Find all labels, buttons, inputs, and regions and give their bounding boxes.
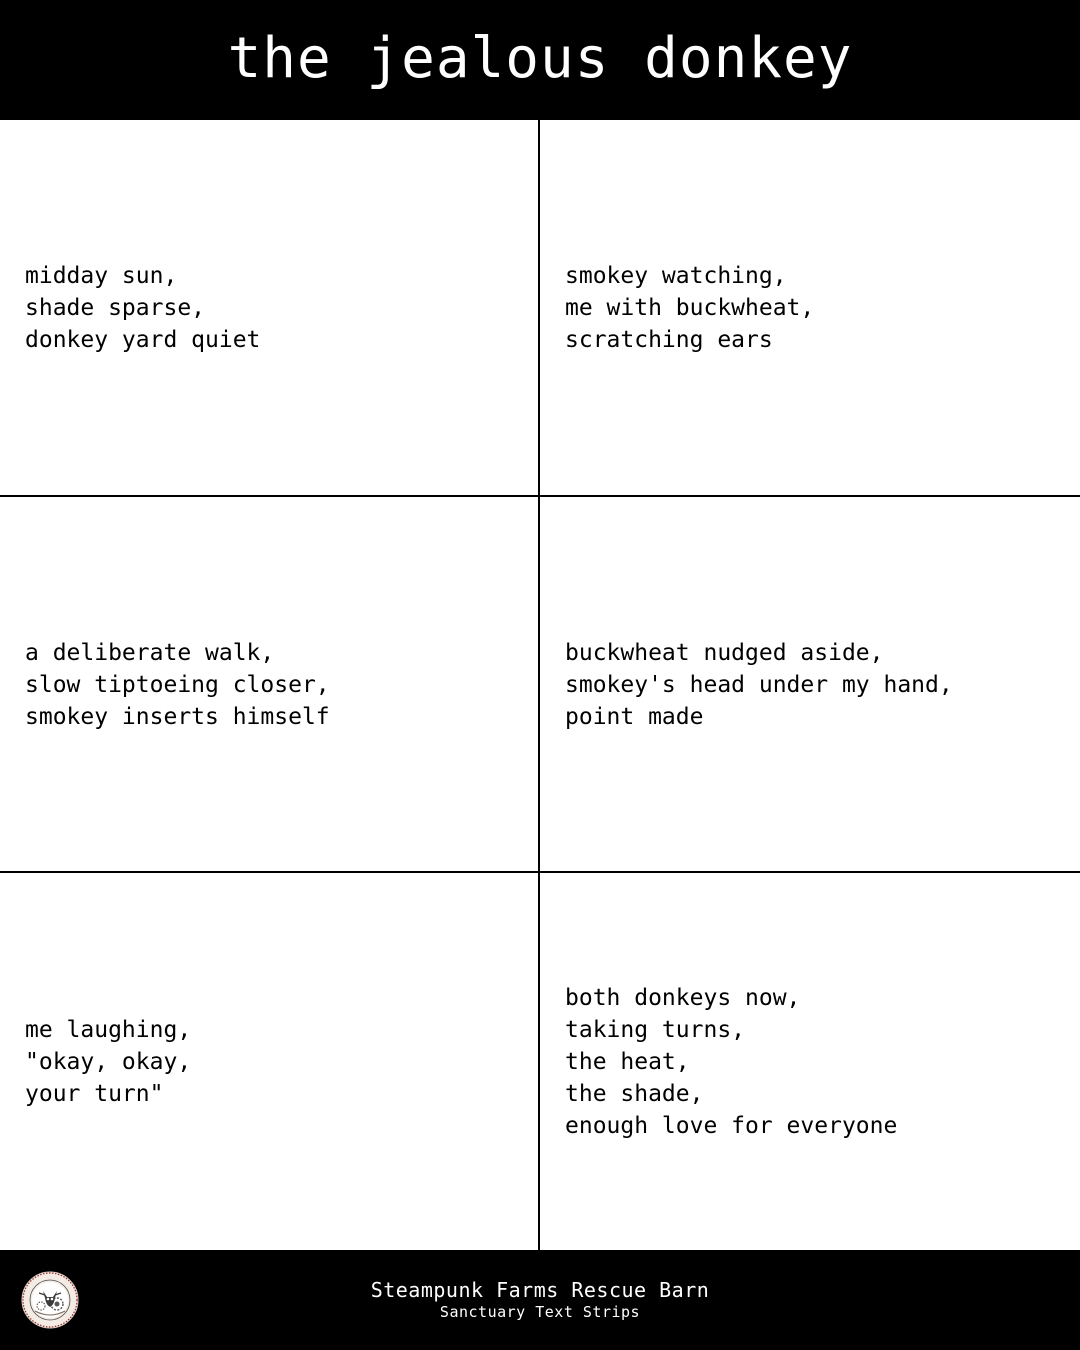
- organization-name: Steampunk Farms Rescue Barn: [370, 1278, 710, 1302]
- panel-2: [540, 120, 1080, 496]
- panel-1-text: midday sun, shade sparse, donkey yard quiet: [25, 263, 261, 353]
- panel-5: [0, 873, 538, 1250]
- title-bar: [0, 0, 1080, 120]
- panel-4: [540, 497, 1080, 872]
- panel-1: [0, 120, 538, 496]
- panel-2-text: smokey watching, me with buckwheat, scratching ears: [565, 263, 815, 353]
- panel-6: [540, 873, 1080, 1250]
- panel-6-text: both donkeys now, taking turns, the heat, the shade, enough love for everyone: [565, 984, 898, 1139]
- series-subtitle: Sanctuary Text Strips: [439, 1303, 641, 1321]
- panel-3-text: a deliberate walk, slow tiptoeing closer, smokey inserts himself: [25, 639, 330, 730]
- horizontal-divider-top: [0, 495, 1080, 497]
- footer-credits: [0, 1250, 1080, 1350]
- footer-bar: [0, 1250, 1080, 1350]
- panel-5-text: me laughing, "okay, okay, your turn": [25, 1016, 192, 1107]
- page-title: the jealous donkey: [227, 26, 853, 91]
- vertical-divider: [538, 120, 540, 1250]
- panel-4-text: buckwheat nudged aside, smokey's head under my hand, point made: [565, 639, 953, 730]
- panel-3: [0, 497, 538, 872]
- comic-panel-grid: [0, 120, 1080, 1250]
- horizontal-divider-bottom: [0, 871, 1080, 873]
